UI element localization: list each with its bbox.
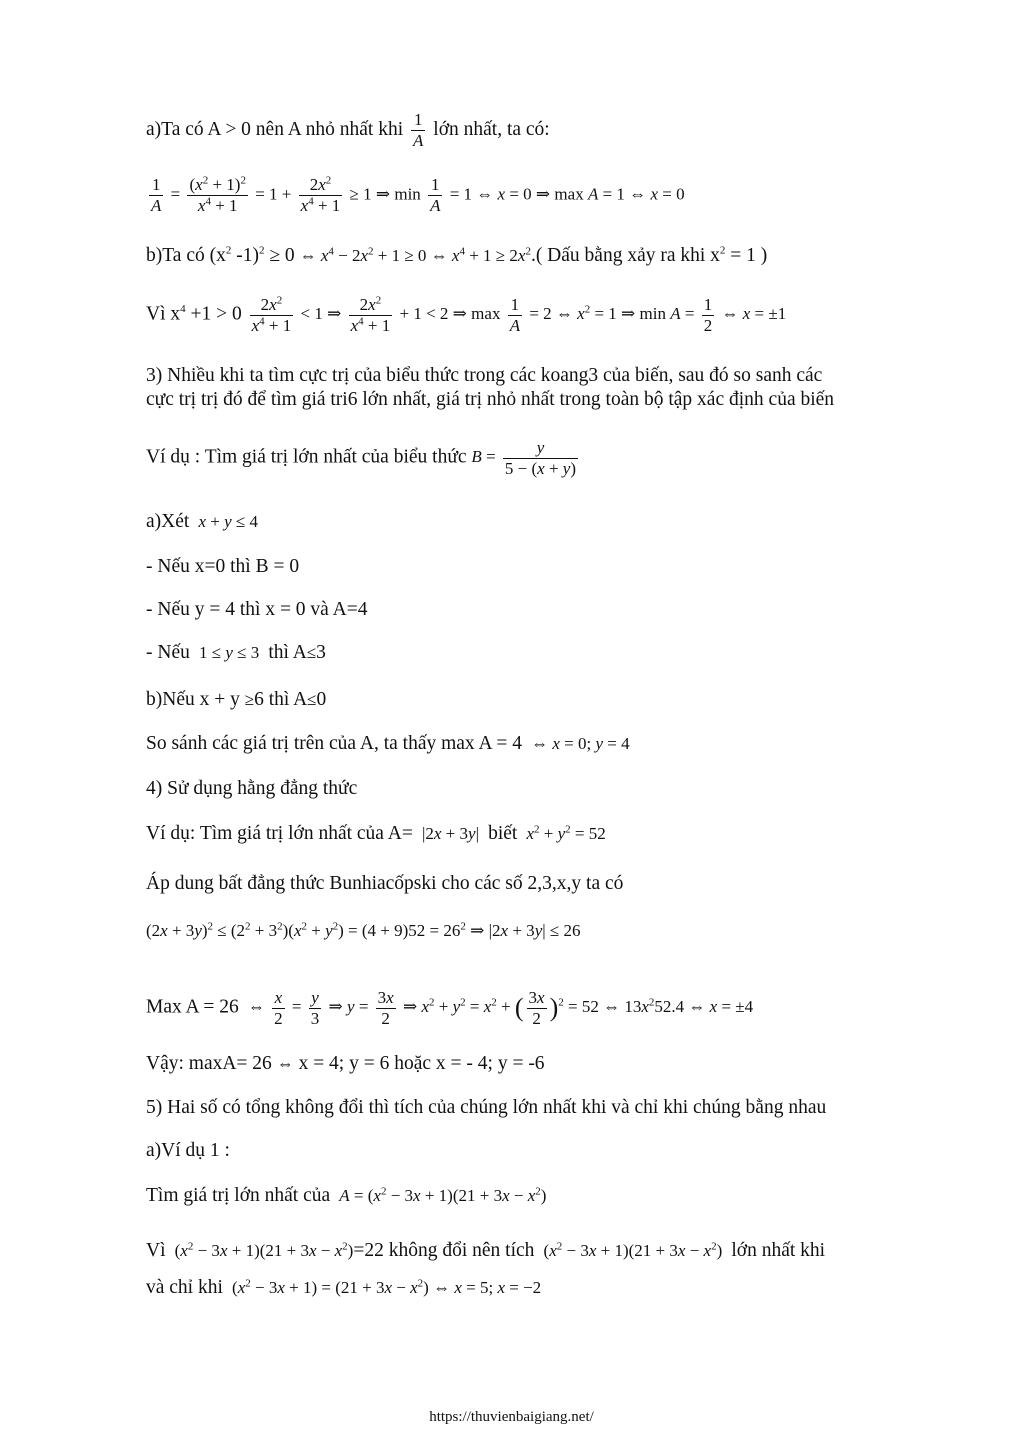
case-x0: - Nếu x=0 thì B = 0 (146, 556, 300, 577)
conclusion-line: Vậy: maxA= 26 ⇔ x = 4; y = 6 hoặc x = - 4; y = -6 (146, 1053, 545, 1074)
formula-1-over-a: $\frac{1}{A}$ = $\frac{(x^2 + 1)^2}{x^4 + 1}$ = 1 + $\frac{2x^2}{x^4 + 1}$ ≥ 1 ⇒ min $\frac{1}{A}$ = 1 ⇔ x = 0 ⇒ max A = 1 ⇔ x = 0 (151, 174, 685, 215)
line-b-intro: b)Ta có ($x^2$ -1)$^2$ ≥ 0 ⇔ $x^4 - 2x^2 + 1 \ge 0$ ⇔ $x^4 + 1 \ge 2x^2$.( Dấu bằng xảy ra khi $x^2 = 1$ ) (146, 244, 768, 266)
max-a-26-line: Max A = 26 ⇔ $\frac{x}{2}$ = $\frac{y}{3}$ ⇒ y = $\frac{3x}{2}$ ⇒ $x^2 + y^2 = x^2$ + ( $\frac{3x}{2}$ )$^2$ = 52 ⇔ $13x^252.4$ ⇔ x = ±4 (146, 988, 754, 1028)
paragraph-3-line-1: 3) Nhiều khi ta tìm cực trị của biểu thức trong các koang3 của biến, sau đó so sanh các (146, 365, 823, 386)
bunhiacopski-formula: $(2x + 3y)^2 \le (2^2 + 3^2)(x^2 + y^2) = (4 + 9)52 = 26^2$ ⇒ |2x + 3y| ≤ 26 (146, 920, 581, 940)
example-1-title: Ví dụ : Tìm giá trị lớn nhất của biểu thức B = $\frac{y}{5 - (x + y)}$ (146, 438, 577, 478)
paragraph-3-line-2: cực trị trị đó để tìm giá tri6 lớn nhất, giá trị nhỏ nhất trong toàn bộ tập xác định của biến (146, 389, 835, 410)
comparison-line: So sánh các giá trị trên của A, ta thấy max A = 4 ⇔ x = 0; y = 4 (146, 733, 630, 754)
fraction-1-over-a: $\frac{1}{A}$ (413, 110, 424, 150)
case-y4: - Nếu y = 4 thì x = 0 và A=4 (146, 599, 368, 620)
case-y-range: - Nếu 1 ≤ y ≤ 3 thì A≤3 (146, 642, 326, 663)
iff-line: và chỉ khi $(x^2 - 3x + 1) = (21 + 3x - x^2)$ ⇔ x = 5; x = −2 (146, 1277, 542, 1298)
because-line: Vì $(x^2 - 3x + 1)(21 + 3x - x^2)=22$ không đổi nên tích $(x^2 - 3x + 1)(21 + 3x - x^2)$ lớn nhất khi (146, 1240, 826, 1261)
line-vi-x4: Vì $x^4 +1 > 0$ $\frac{2x^2}{x^4 + 1}$ < 1 ⇒ $\frac{2x^2}{x^4 + 1}$ + 1 < 2 ⇒ max $\frac{1}{A}$ = 2 ⇔ $x^2 = 1$ ⇒ min A = $\frac{1}{2}$ ⇔ x = ±1 (146, 294, 787, 335)
section-5-title: 5) Hai số có tổng không đổi thì tích của chúng lớn nhất khi và chỉ khi chúng bằng nhau (146, 1097, 827, 1118)
case-b: b)Nếu x + y ≥6 thì A≤0 (146, 689, 327, 710)
case-a-xet: a)Xét x + y ≤ 4 (146, 511, 258, 532)
footer-url[interactable]: https://thuvienbaigiang.net/ (429, 1409, 594, 1425)
line-a-intro: a)Ta có A > 0 nên A nhỏ nhất khi $\frac{1}{A}$ lớn nhất, ta có: (146, 110, 550, 150)
find-max-line: Tìm giá trị lớn nhất của $A = (x^2 - 3x + 1)(21 + 3x - x^2)$ (146, 1185, 547, 1206)
section-4-title: 4) Sử dụng hằng đẳng thức (146, 778, 358, 799)
bunhiacopski-line: Áp dung bất đẳng thức Bunhiacốpski cho các số 2,3,x,y ta có (146, 873, 624, 894)
example-3-title: a)Ví dụ 1 : (146, 1140, 230, 1161)
example-2-title: Ví dụ: Tìm giá trị lớn nhất của A= |2x + 3y| biết $x^2 + y^2 = 52$ (146, 823, 606, 844)
